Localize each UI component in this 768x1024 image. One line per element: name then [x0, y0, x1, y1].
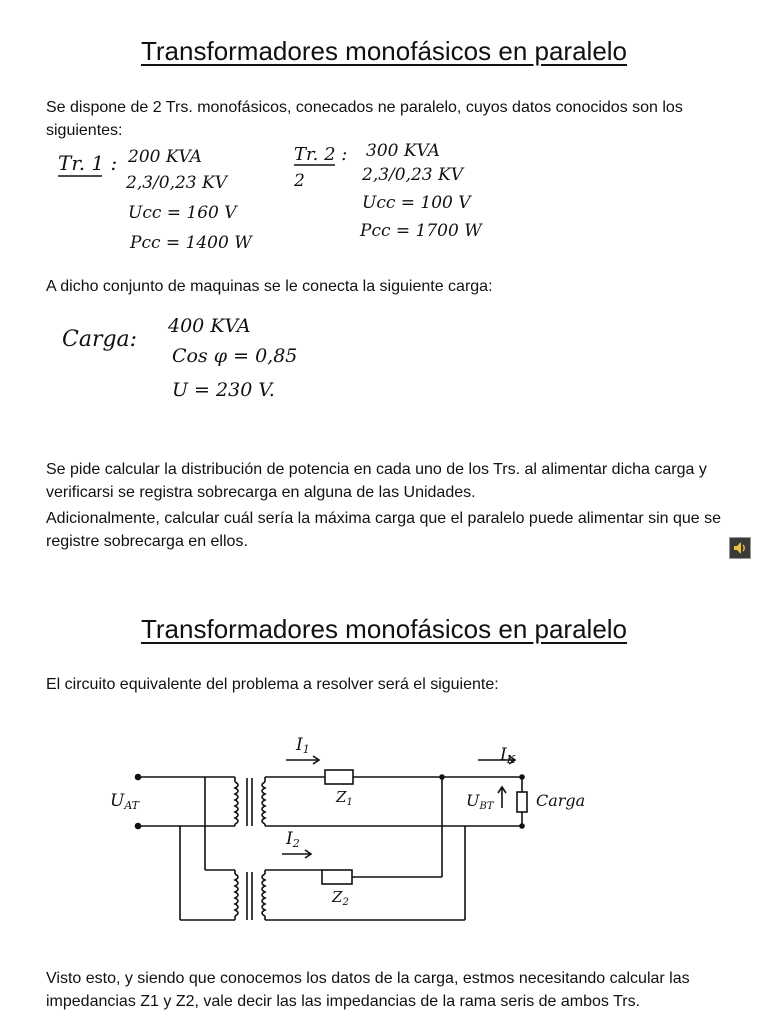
label-i2: I2: [286, 829, 300, 850]
label-z2: $Z_2$: [332, 888, 349, 908]
label-i1: I1: [296, 735, 310, 756]
label-ik: IK: [500, 745, 515, 766]
transformer-data-handwriting: [50, 140, 490, 265]
tr1-label: Tr. 1 :: [58, 151, 118, 175]
load-voltage: U = 230 V.: [172, 379, 275, 401]
slide1-question1: Se pide calcular la distribución de potencia en cada uno de los Trs. al alimentar dicha carga y verificarsi se registra sobrecarga en alguna de las Unidades.: [46, 461, 707, 501]
label-carga: Carga: [536, 791, 586, 810]
slide1-title: Transformadores monofásicos en paralelo: [140, 36, 628, 66]
slide2-conclusion: Visto esto, y siendo que conocemos los datos de la carga, estmos necesitando calcular las impedancias Z1 y Z2, vale decir las las impedancias de la rama seris de ambos Trs.: [46, 970, 690, 1010]
tr2-mark: 2: [294, 171, 305, 191]
equivalent-circuit-diagram: [110, 720, 610, 930]
tr1-pcc: Pcc = 1400 W: [130, 233, 252, 253]
tr2-voltage: 2,3/0,23 KV: [362, 165, 463, 185]
speaker-icon[interactable]: [729, 537, 751, 559]
tr2-ucc: Ucc = 100 V: [362, 193, 471, 213]
tr1-ucc: Ucc = 160 V: [128, 203, 237, 223]
label-z1: $Z_1$: [336, 788, 353, 808]
tr2-label: Tr. 2 :: [294, 144, 348, 165]
slide2-intro: El circuito equivalente del problema a resolver será el siguiente:: [46, 676, 499, 693]
label-ubt: UBT: [466, 791, 494, 812]
slide1-intro: Se dispone de 2 Trs. monofásicos, conecados ne paralelo, cuyos datos conocidos son los siguientes:: [46, 99, 683, 139]
tr1-voltage: 2,3/0,23 KV: [126, 173, 227, 193]
load-power: 400 KVA: [168, 315, 251, 337]
load-data-handwriting: [60, 310, 340, 410]
tr2-pcc: Pcc = 1700 W: [360, 221, 482, 241]
tr2-power: 300 KVA: [366, 141, 440, 161]
load-cos: Cos φ = 0,85: [172, 345, 298, 367]
slide2-title: Transformadores monofásicos en paralelo: [140, 614, 628, 644]
load-label: Carga:: [62, 327, 138, 352]
tr1-power: 200 KVA: [128, 147, 202, 167]
label-uat: UAT: [110, 791, 140, 812]
slide1-question2: Adicionalmente, calcular cuál sería la máxima carga que el paralelo puede alimentar sin que se registre sobrecarga en ellos.: [46, 510, 722, 550]
slide1-load-intro: A dicho conjunto de maquinas se le conecta la siguiente carga:: [46, 278, 493, 295]
